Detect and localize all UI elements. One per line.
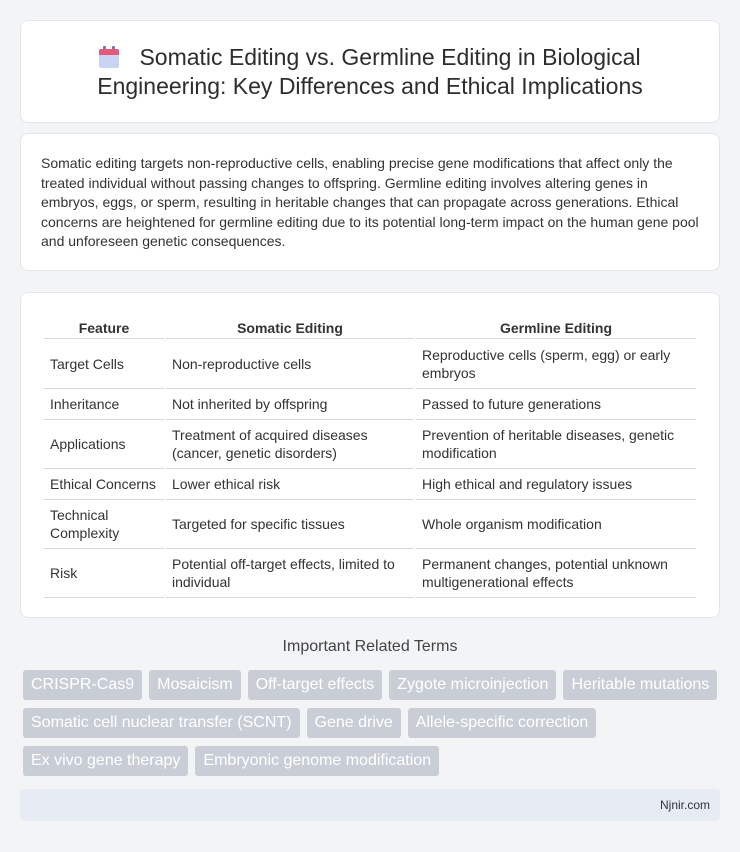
- somatic-cell: Targeted for specific tissues: [166, 500, 414, 549]
- term-tag[interactable]: Mosaicism: [149, 670, 241, 700]
- summary-text: Somatic editing targets non-reproductive cells, enabling precise gene modifications that affect only the treated individual without passing changes to offspring. Germline editing involves altering genes in embryos, eggs, or sperm, resulting in heritable changes that can propagate across generations. Ethical concerns are heightened for germline editing due to its potential long-term impact on the human gene pool and unforeseen genetic consequences.: [41, 155, 699, 250]
- term-tag[interactable]: Ex vivo gene therapy: [23, 746, 188, 776]
- comparison-table-card: [20, 292, 720, 618]
- table-header-row: [44, 313, 696, 339]
- germline-cell: Permanent changes, potential unknown multigenerational effects: [416, 549, 696, 598]
- feature-cell: Ethical Concerns: [44, 469, 164, 500]
- footer-brand[interactable]: Njnir.com: [659, 798, 710, 812]
- table-row: [44, 389, 696, 420]
- table-row: [44, 500, 696, 549]
- germline-cell: Passed to future generations: [416, 389, 696, 420]
- term-tag[interactable]: Somatic cell nuclear transfer (SCNT): [23, 708, 300, 738]
- term-tag[interactable]: Zygote microinjection: [389, 670, 556, 700]
- table-row: [44, 469, 696, 500]
- germline-cell: High ethical and regulatory issues: [416, 469, 696, 500]
- comparison-table: [42, 313, 698, 598]
- page-title-text: Somatic Editing vs. Germline Editing in Biological Engineering: Key Differences and Ethical Implications: [97, 43, 643, 99]
- term-tag[interactable]: Allele-specific correction: [408, 708, 597, 738]
- germline-cell: Prevention of heritable diseases, genetic modification: [416, 420, 696, 469]
- table-row: [44, 339, 696, 389]
- somatic-cell: Treatment of acquired diseases (cancer, genetic disorders): [166, 420, 414, 469]
- column-header: Feature: [44, 313, 164, 339]
- related-terms-heading: Important Related Terms: [282, 638, 458, 655]
- term-tag[interactable]: CRISPR-Cas9: [23, 670, 142, 700]
- column-header: Somatic Editing: [166, 313, 414, 339]
- somatic-cell: Lower ethical risk: [166, 469, 414, 500]
- term-tag[interactable]: Embryonic genome modification: [195, 746, 439, 776]
- somatic-cell: Not inherited by offspring: [166, 389, 414, 420]
- germline-cell: Reproductive cells (sperm, egg) or early embryos: [416, 339, 696, 389]
- footer: [20, 789, 720, 821]
- feature-cell: Applications: [44, 420, 164, 469]
- term-tag[interactable]: Off-target effects: [248, 670, 383, 700]
- term-tag[interactable]: Heritable mutations: [563, 670, 717, 700]
- table-row: [44, 420, 696, 469]
- related-terms-list: [23, 670, 723, 776]
- title-card: [20, 20, 720, 123]
- column-header: Germline Editing: [416, 313, 696, 339]
- calendar-icon: [99, 46, 119, 68]
- somatic-cell: Non-reproductive cells: [166, 339, 414, 389]
- summary-card: [20, 133, 720, 271]
- somatic-cell: Potential off-target effects, limited to individual: [166, 549, 414, 598]
- term-tag[interactable]: Gene drive: [307, 708, 401, 738]
- feature-cell: Technical Complexity: [44, 500, 164, 549]
- page-title: [21, 43, 719, 101]
- germline-cell: Whole organism modification: [416, 500, 696, 549]
- feature-cell: Inheritance: [44, 389, 164, 420]
- feature-cell: Risk: [44, 549, 164, 598]
- feature-cell: Target Cells: [44, 339, 164, 389]
- table-row: [44, 549, 696, 598]
